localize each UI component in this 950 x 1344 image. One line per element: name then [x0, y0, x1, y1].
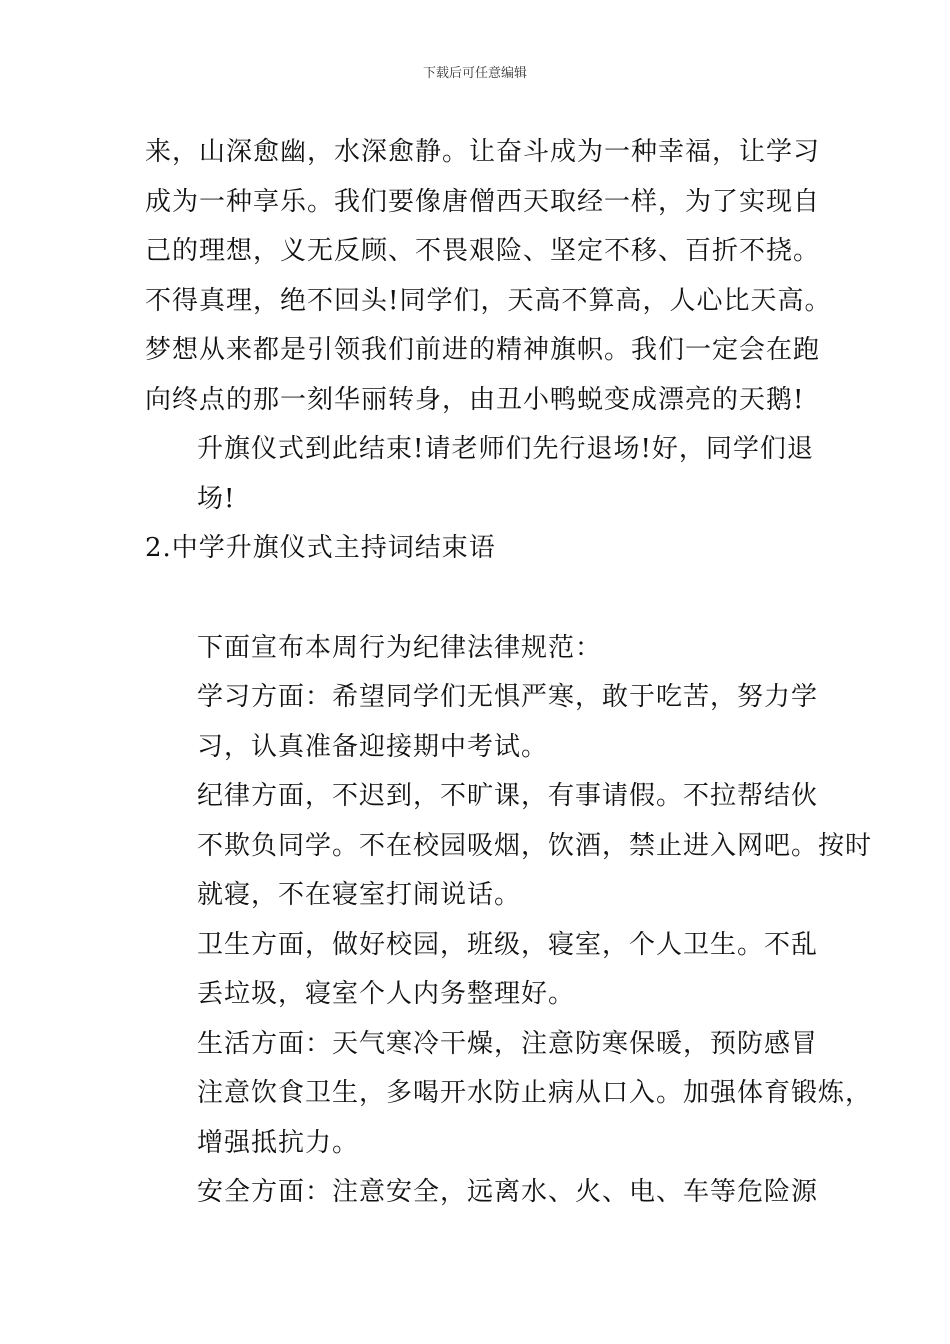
page-header: 下载后可任意编辑: [422, 66, 527, 81]
text-line: 生活方面：天气寒冷干燥，注意防寒保暖，预防感冒: [197, 1028, 819, 1059]
text-line: 场!: [197, 483, 236, 514]
paragraph-hygiene: [145, 921, 819, 1020]
text-line: 不得真理，绝不回头!同学们，天高不算高，人心比天高。: [145, 285, 832, 316]
text-line: 习，认真准备迎接期中考试。: [197, 731, 549, 762]
text-line: 纪律方面，不迟到，不旷课，有事请假。不拉帮结伙: [197, 781, 819, 811]
paragraph-study: [145, 673, 819, 772]
paragraph-discipline: [145, 772, 873, 921]
text-line: 己的理想，义无反顾、不畏艰险、坚定不移、百折不挠。: [145, 236, 821, 266]
text-line: 注意饮食卫生，多喝开水防止病从口入。加强体育锻炼，: [197, 1078, 873, 1108]
text-line: 不欺负同学。不在校园吸烟，饮酒，禁止进入网吧。按时: [197, 830, 873, 861]
paragraph-section-heading: [145, 524, 810, 574]
text-line: 成为一种享乐。我们要像唐僧西天取经一样，为了实现自: [145, 186, 821, 217]
blank-line: [145, 574, 810, 624]
text-line: 2.中学升旗仪式主持词结束语: [145, 533, 496, 563]
paragraph-announcement: [145, 624, 810, 674]
text-line: 下面宣布本周行为纪律法律规范：: [197, 632, 603, 663]
paragraph-ceremony-end: [145, 425, 814, 524]
text-line: 来，山深愈幽，水深愈静。让奋斗成为一种幸福，让学习: [145, 137, 821, 167]
document-body: [145, 128, 873, 1218]
paragraph-closing-paragraph: [145, 128, 832, 425]
paragraph-safety: [145, 1168, 819, 1218]
text-line: 学习方面：希望同学们无惧严寒，敢于吃苦，努力学: [197, 682, 819, 712]
text-line: 丢垃圾，寝室个人内务整理好。: [197, 979, 576, 1009]
text-line: 卫生方面，做好校园，班级，寝室，个人卫生。不乱: [197, 929, 819, 960]
text-line: 安全方面：注意安全，远离水、火、电、车等危险源: [197, 1177, 819, 1207]
text-line: 升旗仪式到此结束!请老师们先行退场!好，同学们退: [197, 434, 814, 464]
paragraph-life: [145, 1020, 873, 1169]
text-line: 梦想从来都是引领我们前进的精神旗帜。我们一定会在跑: [145, 335, 821, 365]
text-line: 向终点的那一刻华丽转身，由丑小鸭蜕变成漂亮的天鹅!: [145, 384, 805, 415]
text-line: 增强抵抗力。: [197, 1127, 360, 1158]
text-line: 就寝，不在寝室打闹说话。: [197, 880, 522, 910]
